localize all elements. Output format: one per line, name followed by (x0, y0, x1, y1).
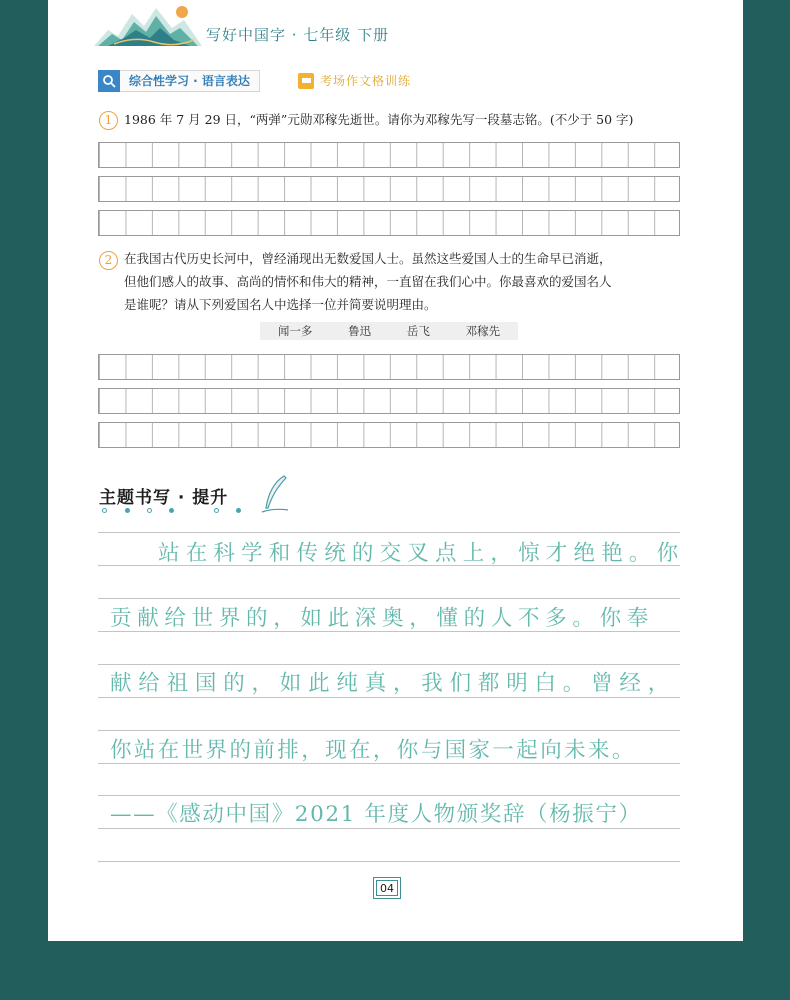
mountain-logo-icon (94, 0, 204, 48)
ruled-line (98, 730, 680, 731)
ruled-line (98, 532, 680, 533)
writing-grid-row[interactable] (98, 142, 680, 168)
training-tag (298, 72, 411, 89)
name-option: 闻一多 (277, 324, 313, 338)
workbook-page (48, 0, 743, 941)
ruled-line (98, 598, 680, 599)
writing-grid-row[interactable] (98, 354, 680, 380)
question-number: 1 (99, 111, 118, 130)
ruled-line (98, 697, 680, 698)
decorative-dots (102, 508, 252, 516)
ruled-line (98, 861, 680, 862)
name-option: 鲁迅 (348, 324, 372, 338)
calligraphy-line: 你站在世界的前排，现在，你与国家一起向未来。 (110, 738, 636, 763)
calligraphy-line: 站在科学和传统的交叉点上，惊才绝艳。你 (158, 541, 685, 566)
calligraphy-line: 献给祖国的，如此纯真，我们都明白。曾经， (110, 671, 677, 696)
ruled-line (98, 664, 680, 665)
ruled-line (98, 795, 680, 796)
pencil-icon (298, 73, 314, 89)
section-tag (98, 69, 260, 93)
question-number: 2 (99, 251, 118, 270)
book-title: 写好中国字 · 七年级 下册 (206, 26, 390, 44)
question-text: 1986 年 7 月 29 日，“两弹”元勋邓稼先逝世。请你为邓稼先写一段墓志铭。(不少于 50 字) (124, 112, 634, 127)
names-list (260, 322, 518, 340)
writing-grid-row[interactable] (98, 210, 680, 236)
training-label: 考场作文格训练 (320, 74, 412, 88)
section-label: 综合性学习 · 语言表达 (120, 70, 260, 92)
quill-icon (258, 474, 290, 514)
calligraphy-line: 贡献给世界的，如此深奥，懂的人不多。你奉 (110, 606, 655, 631)
practice-title: 主题书写 · 提升 (99, 488, 229, 508)
question-text-line: 但他们感人的故事、高尚的情怀和伟大的精神，一直留在我们心中。你最喜欢的爱国名人 (124, 274, 612, 289)
writing-grid-row[interactable] (98, 388, 680, 414)
calligraphy-attribution: ——《感动中国》2021 年度人物颁奖辞（杨振宁） (110, 802, 642, 827)
name-option: 岳飞 (406, 324, 430, 338)
question-text-line: 是谁呢？请从下列爱国名人中选择一位并简要说明理由。 (124, 297, 437, 312)
question-text-line: 在我国古代历史长河中，曾经涌现出无数爱国人士。虽然这些爱国人士的生命早已消逝， (124, 251, 612, 266)
writing-grid-row[interactable] (98, 422, 680, 448)
writing-grid-row[interactable] (98, 176, 680, 202)
page-number (373, 877, 401, 899)
page-number-text: 04 (376, 880, 398, 896)
ruled-line (98, 828, 680, 829)
name-option: 邓稼先 (465, 324, 501, 338)
search-icon (98, 70, 120, 92)
